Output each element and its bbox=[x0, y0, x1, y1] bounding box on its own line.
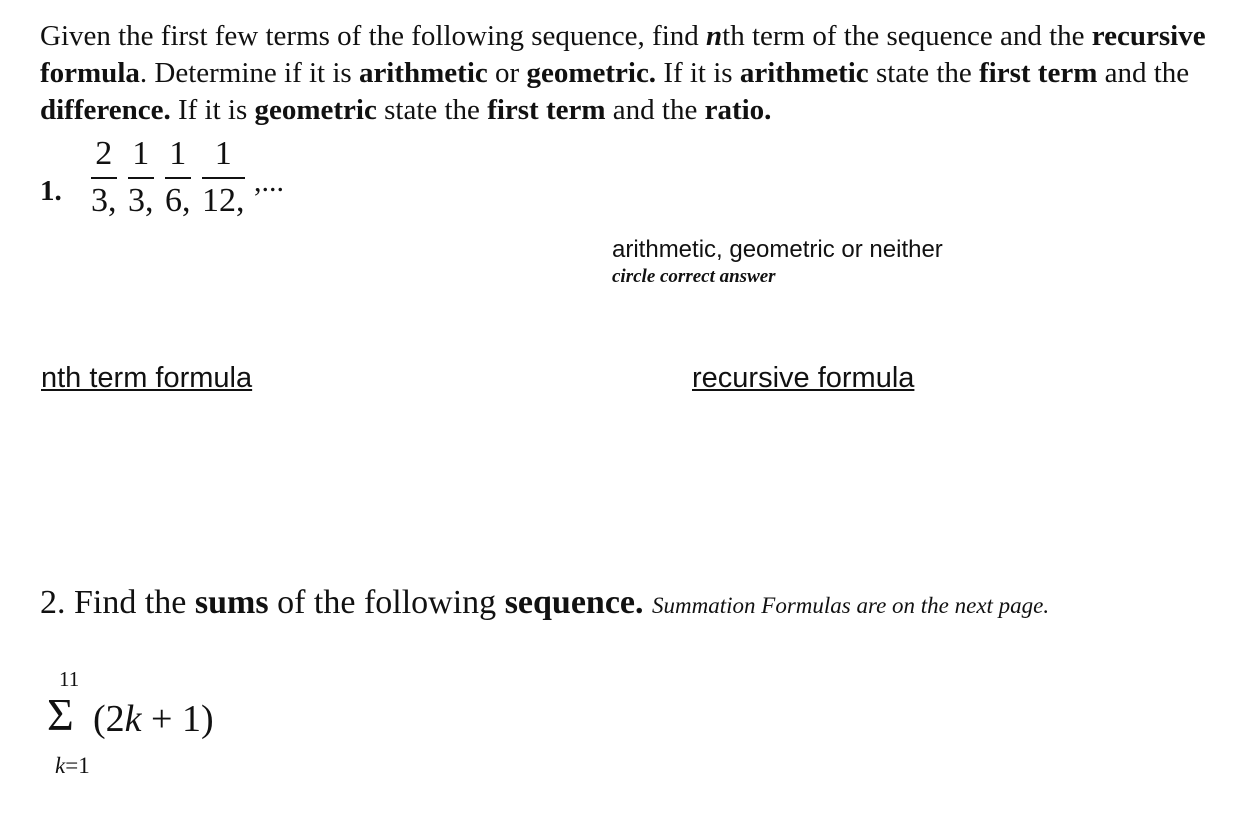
intro-segment: state the bbox=[376, 94, 488, 126]
recursive-formula-label: recursive formula bbox=[692, 362, 915, 394]
denominator: 3, bbox=[128, 181, 154, 219]
intro-segment: difference. bbox=[40, 94, 171, 126]
fraction-bar bbox=[128, 177, 154, 179]
problem-2-bold-sequence: sequence. bbox=[504, 584, 644, 621]
intro-segment: first term bbox=[979, 57, 1098, 89]
sigma-icon: Σ bbox=[47, 689, 74, 740]
term-fraction-3 bbox=[165, 135, 191, 220]
expr-variable: k bbox=[124, 698, 142, 740]
numerator: 1 bbox=[132, 135, 150, 172]
lower-variable: k bbox=[55, 753, 66, 778]
denominator: 12, bbox=[202, 181, 245, 219]
denominator: 3, bbox=[91, 181, 117, 219]
summation-upper-limit: 11 bbox=[59, 667, 80, 691]
intro-segment: . Determine if it is bbox=[139, 57, 359, 89]
intro-segment: If it is bbox=[170, 94, 255, 126]
intro-segment: ratio. bbox=[704, 94, 772, 126]
intro-segment: arithmetic bbox=[739, 57, 869, 89]
lower-rest: =1 bbox=[65, 753, 90, 778]
problem-2-text-mid: of the following bbox=[268, 584, 505, 621]
denominator: 6, bbox=[165, 181, 191, 219]
intro-segment: first term bbox=[487, 94, 606, 126]
numerator: 1 bbox=[169, 135, 187, 172]
intro-segment: arithmetic bbox=[358, 57, 488, 89]
problem-2-statement bbox=[40, 584, 1049, 622]
term-fraction-4 bbox=[202, 135, 245, 220]
problem-1-number: 1. bbox=[40, 175, 62, 207]
term-fraction-2 bbox=[128, 135, 154, 220]
intro-segment: or bbox=[487, 57, 527, 89]
numerator: 1 bbox=[214, 135, 232, 172]
instructions-paragraph bbox=[40, 18, 1220, 129]
expr-close: + 1) bbox=[141, 698, 214, 740]
fraction-bar bbox=[165, 177, 191, 179]
fraction-bar bbox=[202, 177, 245, 179]
intro-segment: geometric. bbox=[526, 57, 657, 89]
intro-segment: and the bbox=[605, 94, 705, 126]
intro-segment: th term of the sequence and the bbox=[722, 20, 1092, 52]
intro-segment: recursive formula bbox=[40, 20, 1206, 89]
intro-segment: geometric bbox=[254, 94, 377, 126]
summation-expression bbox=[93, 697, 214, 741]
problem-2-note: Summation Formulas are on the next page. bbox=[652, 593, 1050, 618]
problem-2-text: Find the bbox=[74, 584, 195, 621]
intro-segment: n bbox=[706, 20, 723, 52]
intro-segment: state the bbox=[868, 57, 980, 89]
intro-segment: If it is bbox=[656, 57, 740, 89]
fraction-bar bbox=[91, 177, 117, 179]
summation-lower-limit bbox=[55, 753, 90, 779]
term-fraction-1 bbox=[91, 135, 117, 220]
expr-open: (2 bbox=[93, 698, 125, 740]
intro-segment: Given the first few terms of the following sequence, find bbox=[40, 20, 707, 52]
problem-2-bold-sums: sums bbox=[194, 584, 269, 621]
intro-segment: and the bbox=[1097, 57, 1190, 89]
problem-2-number: 2. bbox=[40, 584, 66, 621]
numerator: 2 bbox=[95, 135, 113, 172]
choice-instruction: circle correct answer bbox=[612, 266, 776, 287]
answer-choices[interactable]: arithmetic, geometric or neither bbox=[612, 236, 943, 263]
nth-term-label: nth term formula bbox=[41, 362, 253, 394]
ellipsis: ,... bbox=[254, 165, 284, 198]
